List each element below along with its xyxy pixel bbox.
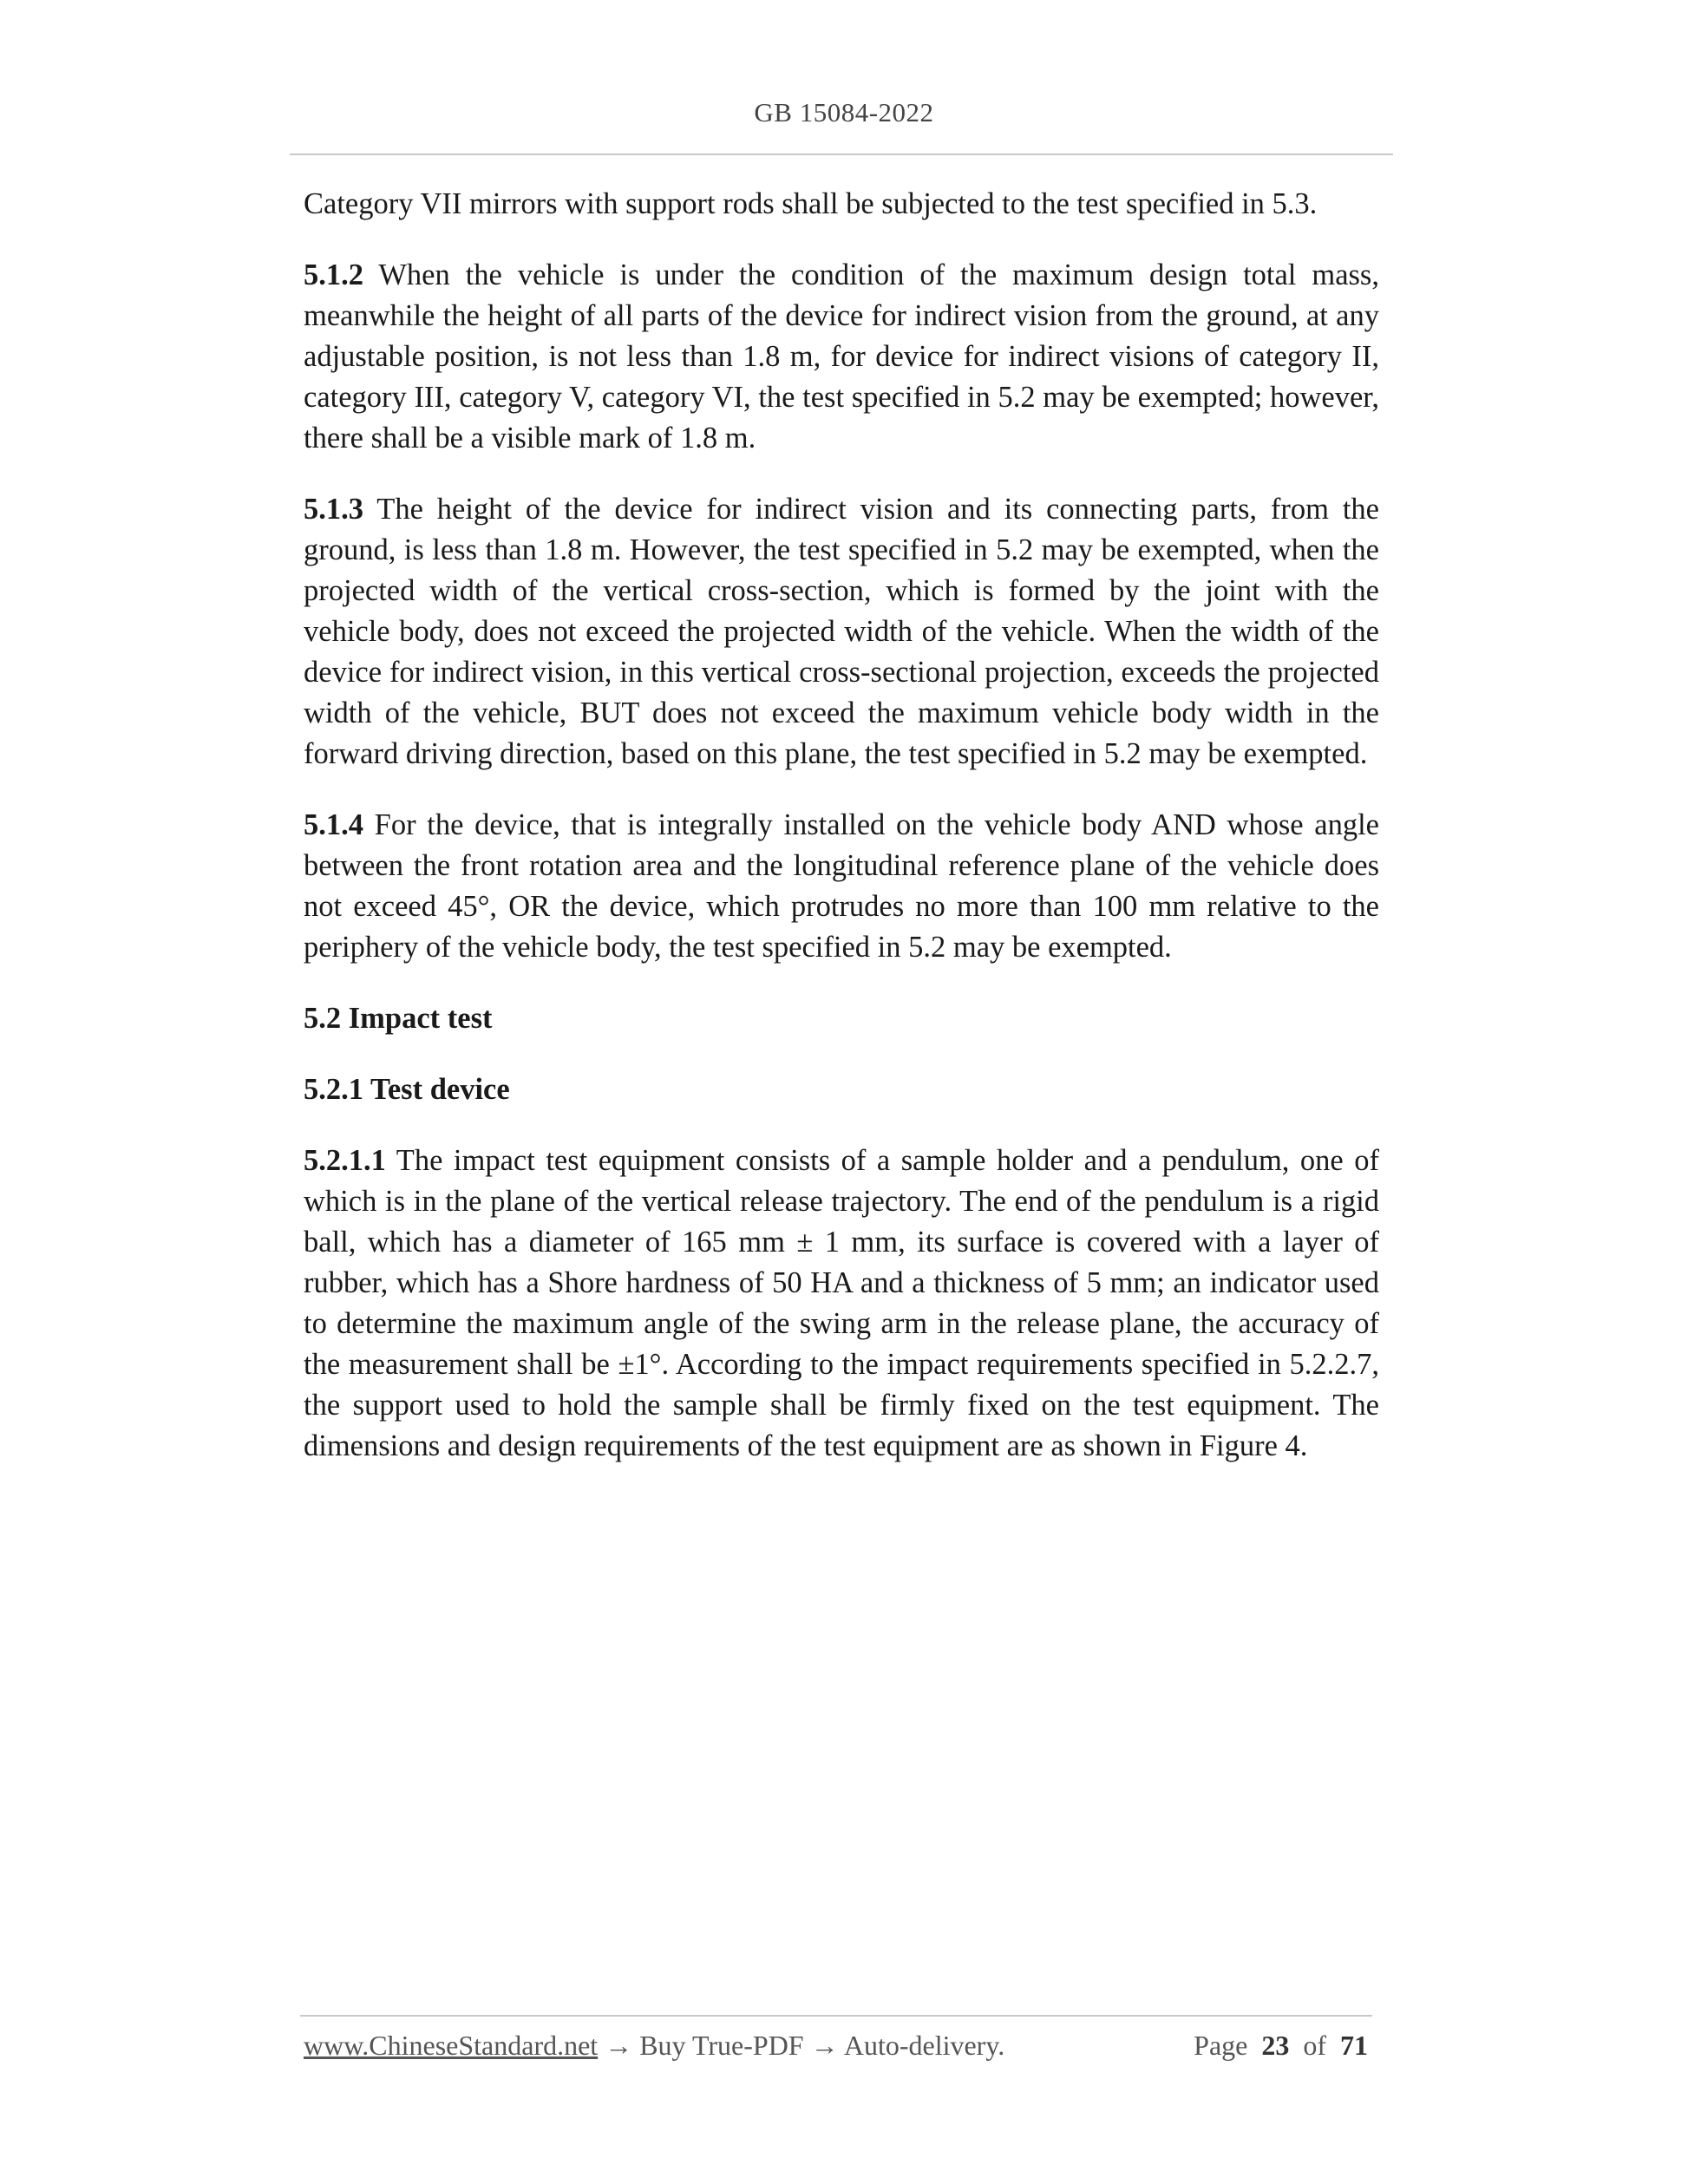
clause-number: 5.1.2 [304,258,363,291]
footer-promo [304,2030,1004,2062]
website-link[interactable]: www.ChineseStandard.net [304,2030,599,2061]
document-body [304,184,1379,1497]
clause-text: The impact test equipment consists of a sample holder and a pendulum, one of which is in the plane of the vertical release trajectory. The end of the pendulum is a rigid ball, which has a diameter of 165 mm ± 1 mm, its surface is covered with a layer of rubber, which has a Shore hardness of 50 HA and a thickness of 5 mm; an indicator used to determine the maximum angle of the swing arm in the release plane, the accuracy of the measurement shall be ±1°. According to the impact requirements specified in 5.2.2.7, the support used to hold the sample shall be firmly fixed on the test equipment. The dimensions and design requirements of the test equipment are as shown in Figure 4. [304,1144,1379,1462]
clause-text: For the device, that is integrally installed on the vehicle body AND whose angle between the front rotation area and the longitudinal reference plane of the vehicle does not exceed 45°, OR the device, which protrudes no more than 100 mm relative to the periphery of the vehicle body, the test specified in 5.2 may be exempted. [304,808,1379,964]
footer-divider [300,2015,1372,2017]
total-page-count: 71 [1340,2030,1368,2061]
clause-5-1-2 [304,255,1379,459]
clause-number: 5.2.1.1 [304,1144,386,1177]
page-header: GB 15084-2022 [754,97,934,128]
paragraph-category-vii [304,184,1379,225]
page-indicator [1194,2030,1368,2062]
clause-5-1-4 [304,805,1379,968]
clause-5-1-3 [304,489,1379,775]
section-heading-impact-test: 5.2 Impact test [304,1002,493,1035]
header-divider [290,154,1393,155]
buy-pdf-text: Buy True-PDF [639,2030,804,2061]
clause-text: When the vehicle is under the condition of the maximum design total mass, meanwhile the height of all parts of the device for indirect vision from the ground, at any adjustable position, is not less than 1.8 m, for device for indirect visions of category II, category III, category V, category VI, the test specified in 5.2 may be exempted; however, there shall be a visible mark of 1.8 m. [304,258,1379,454]
current-page-number: 23 [1261,2030,1290,2061]
auto-delivery-text: Auto-delivery. [843,2030,1005,2061]
clause-number: 5.1.3 [304,493,363,526]
arrow-right-icon: → [810,2030,839,2061]
arrow-right-icon: → [605,2030,633,2061]
clause-number: 5.1.4 [304,808,363,841]
page-label: Page [1194,2030,1248,2061]
clause-5-2-1-1 [304,1141,1379,1467]
clause-text: The height of the device for indirect vision and its connecting parts, from the ground, is less than 1.8 m. However, the test specified in 5.2 may be exempted, when the projected width of the vertical cross-section, which is formed by the joint with the vehicle body, does not exceed the projected width of the vehicle. When the width of the device for indirect vision, in this vertical cross-sectional projection, exceeds the projected width of the vehicle, BUT does not exceed the maximum vehicle body width in the forward driving direction, based on this plane, the test specified in 5.2 may be exempted. [304,493,1379,770]
of-label: of [1303,2030,1326,2061]
subsection-heading-test-device: 5.2.1 Test device [304,1073,510,1106]
paragraph-text: Category VII mirrors with support rods shall be subjected to the test specified in 5.3. [304,187,1318,220]
